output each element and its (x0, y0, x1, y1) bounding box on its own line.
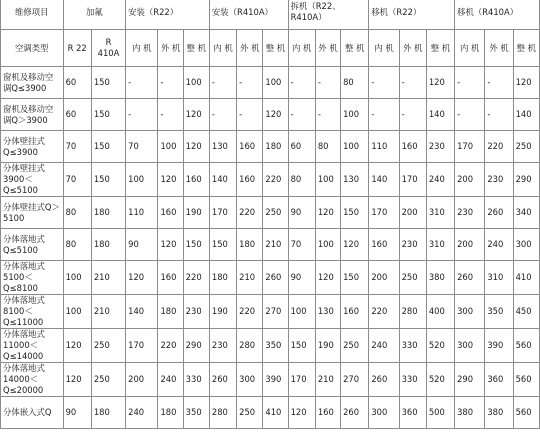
price-cell: 140 (369, 163, 399, 197)
price-cell: 120 (158, 229, 183, 261)
price-cell: 230 (399, 229, 426, 261)
price-cell: - (315, 67, 340, 99)
price-cell: 190 (315, 329, 340, 363)
header-move-r410a: 移机（R410A） (455, 0, 540, 30)
price-cell: 360 (485, 363, 513, 397)
price-cell: 160 (237, 163, 263, 197)
price-cell: 560 (513, 363, 539, 397)
price-cell: 100 (341, 99, 369, 131)
header-charge: 加氟 (63, 0, 126, 30)
price-cell: 240 (158, 363, 183, 397)
price-cell: 240 (485, 229, 513, 261)
price-cell: 120 (63, 363, 91, 397)
header-row-sub (1, 30, 540, 67)
price-cell: 160 (183, 163, 209, 197)
price-cell: 240 (126, 397, 158, 429)
price-cell: 160 (158, 261, 183, 295)
row-type-label: 分体壁挂式Q＞5100 (1, 197, 64, 229)
price-cell: 250 (263, 197, 288, 229)
subheader-cell: R 410A (91, 30, 125, 67)
table-row (1, 295, 540, 329)
price-cell: 140 (513, 99, 539, 131)
price-cell: 120 (315, 261, 340, 295)
price-cell: 60 (288, 131, 315, 163)
price-cell: 80 (315, 131, 340, 163)
price-cell: 500 (426, 397, 454, 429)
price-cell: - (315, 99, 340, 131)
price-cell: 130 (315, 295, 340, 329)
price-cell: 150 (341, 261, 369, 295)
subheader-cell: 外 机 (399, 30, 426, 67)
price-cell: 250 (513, 131, 539, 163)
price-cell: 250 (91, 329, 125, 363)
price-cell: 210 (91, 261, 125, 295)
price-cell: 310 (485, 261, 513, 295)
row-type-label: 分体落地式8100＜Q≤11000 (1, 295, 64, 329)
price-cell: 80 (341, 67, 369, 99)
price-cell: 140 (126, 295, 158, 329)
price-cell: 150 (91, 131, 125, 163)
price-cell: 300 (455, 295, 485, 329)
header-type-label: 空调类型 (1, 30, 64, 67)
table-row (1, 363, 540, 397)
price-cell: 160 (369, 229, 399, 261)
subheader-cell: 内 机 (209, 30, 236, 67)
price-cell: 180 (209, 261, 236, 295)
header-install-r22: 安装（R22） (126, 0, 210, 30)
price-cell: 180 (91, 229, 125, 261)
price-cell: 120 (513, 67, 539, 99)
table-row (1, 99, 540, 131)
table-row (1, 397, 540, 429)
price-cell: 390 (263, 363, 288, 397)
row-type-label: 分体落地式5100＜Q≤8100 (1, 261, 64, 295)
price-cell: - (288, 99, 315, 131)
price-cell: 220 (237, 295, 263, 329)
price-cell: 120 (341, 229, 369, 261)
subheader-cell: 内 机 (455, 30, 485, 67)
price-cell: 140 (209, 163, 236, 197)
price-cell: - (237, 67, 263, 99)
price-cell: 250 (237, 397, 263, 429)
table-row (1, 329, 540, 363)
price-cell: 300 (369, 397, 399, 429)
price-cell: 100 (63, 261, 91, 295)
price-cell: 70 (63, 163, 91, 197)
subheader-cell: R 22 (63, 30, 91, 67)
price-cell: 220 (237, 197, 263, 229)
price-cell: 380 (455, 397, 485, 429)
price-cell: 90 (126, 229, 158, 261)
subheader-cell: 整 机 (183, 30, 209, 67)
price-cell: 280 (209, 397, 236, 429)
price-cell: 310 (426, 197, 454, 229)
subheader-cell: 内 机 (369, 30, 399, 67)
price-cell: 170 (126, 329, 158, 363)
price-cell: 60 (63, 99, 91, 131)
price-cell: 300 (513, 229, 539, 261)
price-cell: 220 (485, 131, 513, 163)
price-cell: - (209, 67, 236, 99)
row-type-label: 分体壁挂式Q≤3900 (1, 131, 64, 163)
price-cell: 150 (91, 67, 125, 99)
row-type-label: 分体落地式11000＜Q≤14000 (1, 329, 64, 363)
price-cell: 330 (183, 363, 209, 397)
price-cell: 170 (209, 197, 236, 229)
price-cell: 330 (399, 329, 426, 363)
table-body (1, 67, 540, 429)
header-row-top (1, 0, 540, 30)
price-cell: 190 (183, 197, 209, 229)
price-cell: 410 (513, 261, 539, 295)
price-cell: 90 (288, 197, 315, 229)
subheader-cell: 外 机 (315, 30, 340, 67)
price-cell: 140 (426, 99, 454, 131)
price-cell: 100 (288, 295, 315, 329)
price-cell: 160 (158, 197, 183, 229)
price-cell: - (485, 67, 513, 99)
price-cell: 80 (63, 229, 91, 261)
price-cell: 80 (63, 197, 91, 229)
price-cell: 190 (209, 295, 236, 329)
price-cell: 150 (183, 229, 209, 261)
price-cell: - (158, 99, 183, 131)
price-cell: 120 (63, 329, 91, 363)
price-cell: 380 (426, 261, 454, 295)
price-cell: 270 (341, 363, 369, 397)
price-cell: 300 (237, 363, 263, 397)
price-cell: 240 (369, 329, 399, 363)
price-cell: 80 (288, 163, 315, 197)
price-cell: 120 (315, 197, 340, 229)
header-install-r410a: 安装（R410A） (209, 0, 288, 30)
price-cell: 100 (158, 131, 183, 163)
price-cell: 120 (183, 131, 209, 163)
price-cell: 70 (63, 131, 91, 163)
price-cell: 120 (183, 99, 209, 131)
price-cell: 380 (485, 397, 513, 429)
subheader-cell: 内 机 (126, 30, 158, 67)
price-cell: 230 (485, 163, 513, 197)
subheader-cell: 外 机 (485, 30, 513, 67)
price-cell: 210 (237, 261, 263, 295)
price-cell: 150 (91, 163, 125, 197)
row-type-label: 窗机及移动空调Q＞3900 (1, 99, 64, 131)
price-cell: 390 (485, 329, 513, 363)
price-cell: 200 (455, 163, 485, 197)
price-cell: 280 (237, 329, 263, 363)
price-cell: 300 (455, 329, 485, 363)
price-cell: 220 (263, 163, 288, 197)
price-cell: 120 (426, 67, 454, 99)
price-cell: 170 (399, 163, 426, 197)
price-cell: 130 (209, 131, 236, 163)
price-cell: 330 (399, 363, 426, 397)
price-cell: 150 (288, 329, 315, 363)
price-cell: - (455, 99, 485, 131)
price-cell: - (455, 67, 485, 99)
price-cell: - (158, 67, 183, 99)
price-cell: 220 (158, 329, 183, 363)
price-cell: 100 (183, 67, 209, 99)
table-row (1, 163, 540, 197)
table-row (1, 261, 540, 295)
price-cell: 150 (209, 229, 236, 261)
price-cell: 120 (263, 99, 288, 131)
price-cell: 200 (369, 261, 399, 295)
price-cell: - (369, 99, 399, 131)
price-cell: 450 (513, 295, 539, 329)
price-cell: 180 (158, 397, 183, 429)
price-cell: 100 (341, 131, 369, 163)
price-cell: 90 (63, 397, 91, 429)
price-cell: 290 (513, 163, 539, 197)
price-cell: 260 (209, 363, 236, 397)
price-cell: 260 (341, 397, 369, 429)
subheader-cell: 整 机 (426, 30, 454, 67)
subheader-cell: 整 机 (513, 30, 539, 67)
price-cell: 260 (263, 261, 288, 295)
price-cell: 290 (455, 363, 485, 397)
price-cell: 220 (183, 261, 209, 295)
row-type-label: 分体壁挂式3900＜Q≤5100 (1, 163, 64, 197)
price-cell: 110 (126, 197, 158, 229)
price-cell: - (369, 67, 399, 99)
subheader-cell: 外 机 (158, 30, 183, 67)
subheader-cell: 内 机 (288, 30, 315, 67)
price-cell: 170 (288, 363, 315, 397)
price-cell: - (209, 99, 236, 131)
price-cell: 520 (426, 329, 454, 363)
price-cell: 90 (288, 261, 315, 295)
price-cell: 210 (91, 295, 125, 329)
price-cell: 60 (63, 67, 91, 99)
row-type-label: 分体落地式14000＜Q≤20000 (1, 363, 64, 397)
price-cell: 200 (126, 363, 158, 397)
price-cell: 400 (426, 295, 454, 329)
price-cell: - (237, 99, 263, 131)
price-cell: 100 (63, 295, 91, 329)
price-cell: 210 (315, 363, 340, 397)
price-cell: 290 (183, 329, 209, 363)
price-cell: 280 (399, 295, 426, 329)
price-cell: 350 (183, 397, 209, 429)
price-cell: - (288, 67, 315, 99)
price-cell: 160 (399, 131, 426, 163)
price-cell: 180 (237, 229, 263, 261)
price-cell: 110 (369, 131, 399, 163)
price-cell: 70 (288, 229, 315, 261)
price-cell: 160 (237, 131, 263, 163)
price-cell: 70 (126, 131, 158, 163)
price-cell: - (399, 67, 426, 99)
price-cell: 200 (399, 197, 426, 229)
price-cell: 240 (426, 163, 454, 197)
price-cell: 350 (485, 295, 513, 329)
price-cell: 230 (183, 295, 209, 329)
price-cell: - (399, 99, 426, 131)
price-cell: 220 (369, 295, 399, 329)
price-cell: 150 (91, 99, 125, 131)
price-cell: 410 (263, 397, 288, 429)
row-type-label: 分体落地式Q≤5100 (1, 229, 64, 261)
price-cell: 180 (158, 295, 183, 329)
header-move-r22: 移机（R22） (369, 0, 455, 30)
price-cell: 160 (315, 397, 340, 429)
price-cell: 250 (399, 261, 426, 295)
table-row (1, 229, 540, 261)
price-cell: 170 (369, 197, 399, 229)
price-cell: 180 (91, 397, 125, 429)
price-cell: 130 (341, 163, 369, 197)
price-cell: 260 (455, 261, 485, 295)
price-cell: 250 (341, 329, 369, 363)
price-cell: 120 (158, 163, 183, 197)
header-item: 维修项目 (1, 0, 64, 30)
price-cell: 180 (91, 197, 125, 229)
price-cell: 520 (426, 363, 454, 397)
price-cell: 210 (263, 229, 288, 261)
header-disassemble: 拆机（R22、R410A） (288, 0, 369, 30)
price-cell: 250 (91, 363, 125, 397)
table-row (1, 131, 540, 163)
price-cell: 230 (209, 329, 236, 363)
row-type-label: 分体嵌入式Q (1, 397, 64, 429)
price-cell: - (126, 99, 158, 131)
price-cell: 360 (399, 397, 426, 429)
price-cell: 200 (455, 229, 485, 261)
price-cell: 120 (288, 397, 315, 429)
price-cell: 350 (263, 329, 288, 363)
price-cell: 160 (341, 295, 369, 329)
subheader-cell: 外 机 (237, 30, 263, 67)
price-cell: 230 (455, 197, 485, 229)
table-row (1, 197, 540, 229)
row-type-label: 窗机及移动空调Q≤3900 (1, 67, 64, 99)
price-cell: 150 (341, 197, 369, 229)
subheader-cell: 整 机 (263, 30, 288, 67)
price-cell: - (485, 99, 513, 131)
price-cell: 100 (315, 229, 340, 261)
price-cell: 170 (455, 131, 485, 163)
price-cell: 100 (263, 67, 288, 99)
price-cell: 230 (426, 131, 454, 163)
price-cell: 260 (369, 363, 399, 397)
table-row (1, 67, 540, 99)
price-cell: 560 (513, 397, 539, 429)
price-cell: 180 (263, 131, 288, 163)
price-cell: 340 (513, 197, 539, 229)
price-cell: 100 (315, 163, 340, 197)
price-cell: 310 (426, 229, 454, 261)
price-cell: 120 (126, 261, 158, 295)
price-cell: 270 (263, 295, 288, 329)
subheader-cell: 整 机 (341, 30, 369, 67)
price-cell: 100 (126, 163, 158, 197)
price-cell: - (126, 67, 158, 99)
price-cell: 260 (485, 197, 513, 229)
price-cell: 560 (513, 329, 539, 363)
